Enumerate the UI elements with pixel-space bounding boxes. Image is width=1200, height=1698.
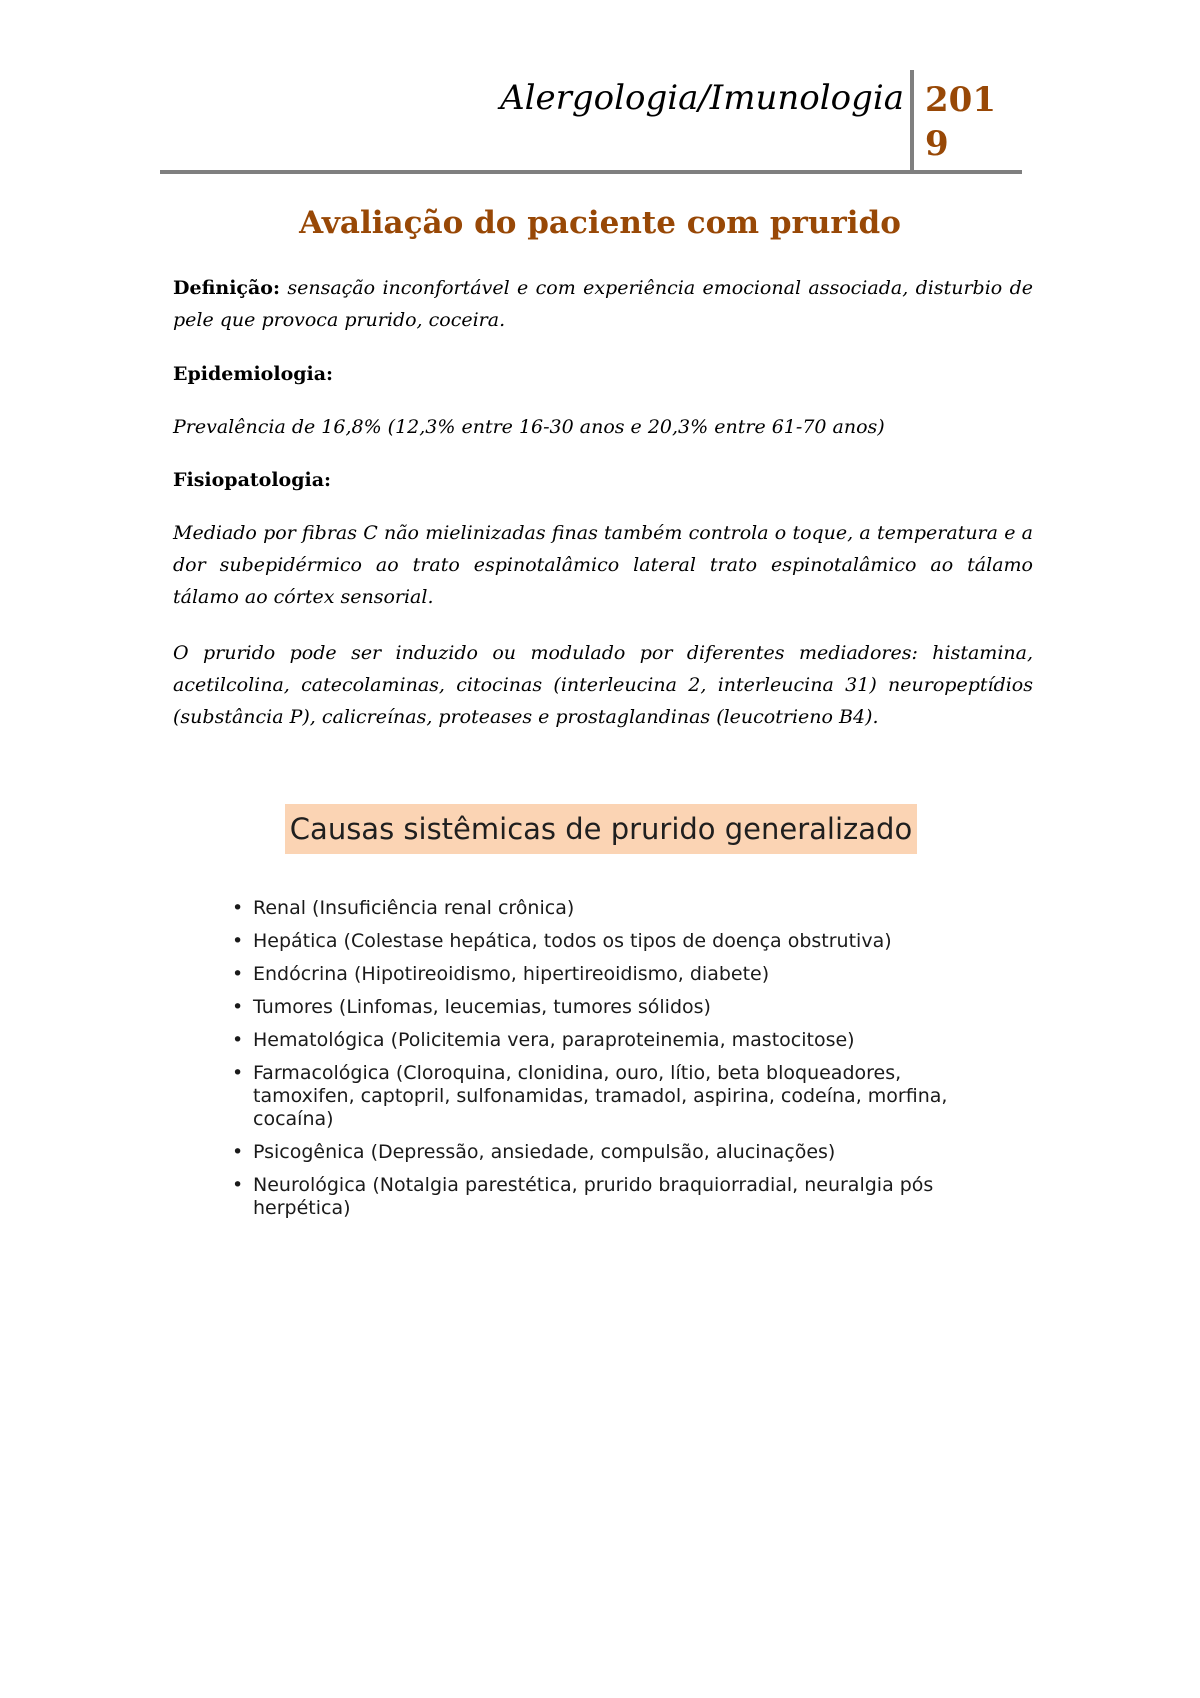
definition-label: Definição: xyxy=(173,277,280,299)
list-item xyxy=(232,1029,992,1052)
header-divider xyxy=(910,70,914,172)
physiopathology-heading: Fisiopatologia: xyxy=(173,469,332,491)
bullet-icon: • xyxy=(232,963,244,985)
list-item xyxy=(232,1174,992,1220)
list-item-text: Renal (Insuficiência renal crônica) xyxy=(253,897,575,919)
list-item-text: Hematológica (Policitemia vera, paraproteinemia, mastocitose) xyxy=(253,1029,855,1051)
list-item xyxy=(232,930,992,953)
list-item-text: Neurológica (Notalgia parestética, prurido braquiorradial, neuralgia pós herpética) xyxy=(253,1174,934,1219)
epidemiology-heading: Epidemiologia: xyxy=(173,363,334,385)
list-item xyxy=(232,1141,992,1164)
bullet-icon: • xyxy=(232,996,244,1018)
list-item xyxy=(232,897,992,920)
bullet-icon: • xyxy=(232,1062,244,1084)
bullet-icon: • xyxy=(232,1174,244,1196)
list-item-text: Farmacológica (Cloroquina, clonidina, ouro, lítio, beta bloqueadores, tamoxifen, captopril, sulfonamidas, tramadol, aspirina, codeína, morfina, cocaína) xyxy=(253,1062,948,1130)
list-item xyxy=(232,996,992,1019)
document-title: Avaliação do paciente com prurido xyxy=(299,205,901,241)
bullet-icon: • xyxy=(232,1141,244,1163)
definition-paragraph xyxy=(173,272,1033,336)
causes-title-box xyxy=(285,804,917,854)
causes-title: Causas sistêmicas de prurido generalizado xyxy=(289,812,913,846)
bullet-icon: • xyxy=(232,1029,244,1051)
bullet-icon: • xyxy=(232,930,244,952)
list-item xyxy=(232,1062,992,1131)
list-item-text: Endócrina (Hipotireoidismo, hipertireoidismo, diabete) xyxy=(253,963,770,985)
definition-text: sensação inconfortável e com experiência emocional associada, disturbio de pele que provoca prurido, coceira. xyxy=(173,277,1033,331)
list-item-text: Tumores (Linfomas, leucemias, tumores sólidos) xyxy=(253,996,711,1018)
epidemiology-text: Prevalência de 16,8% (12,3% entre 16-30 anos e 20,3% entre 61-70 anos) xyxy=(173,416,885,438)
list-item-text: Hepática (Colestase hepática, todos os tipos de doença obstrutiva) xyxy=(253,930,892,952)
list-item-text: Psicogênica (Depressão, ansiedade, compulsão, alucinações) xyxy=(253,1141,836,1163)
header-subject: Alergologia/Imunologia xyxy=(500,78,904,118)
bullet-icon: • xyxy=(232,897,244,919)
list-item xyxy=(232,963,992,986)
physiopathology-paragraph: Mediado por fibras C não mielinizadas finas também controla o toque, a temperatura e a dor subepidérmico ao trato espinotalâmico lateral trato espinotalâmico ao tálamo tálamo ao córtex sensorial. xyxy=(173,522,1033,608)
mediators-paragraph: O prurido pode ser induzido ou modulado por diferentes mediadores: histamina, acetilcolina, catecolaminas, citocinas (interleucina 2, interleucina 31) neuropeptídios (substância P), calicreínas, proteases e prostaglandinas (leucotrieno B4). xyxy=(173,642,1033,728)
header-rule xyxy=(160,170,1022,174)
header-year: 2019 xyxy=(925,80,996,164)
causes-list xyxy=(232,897,992,1230)
